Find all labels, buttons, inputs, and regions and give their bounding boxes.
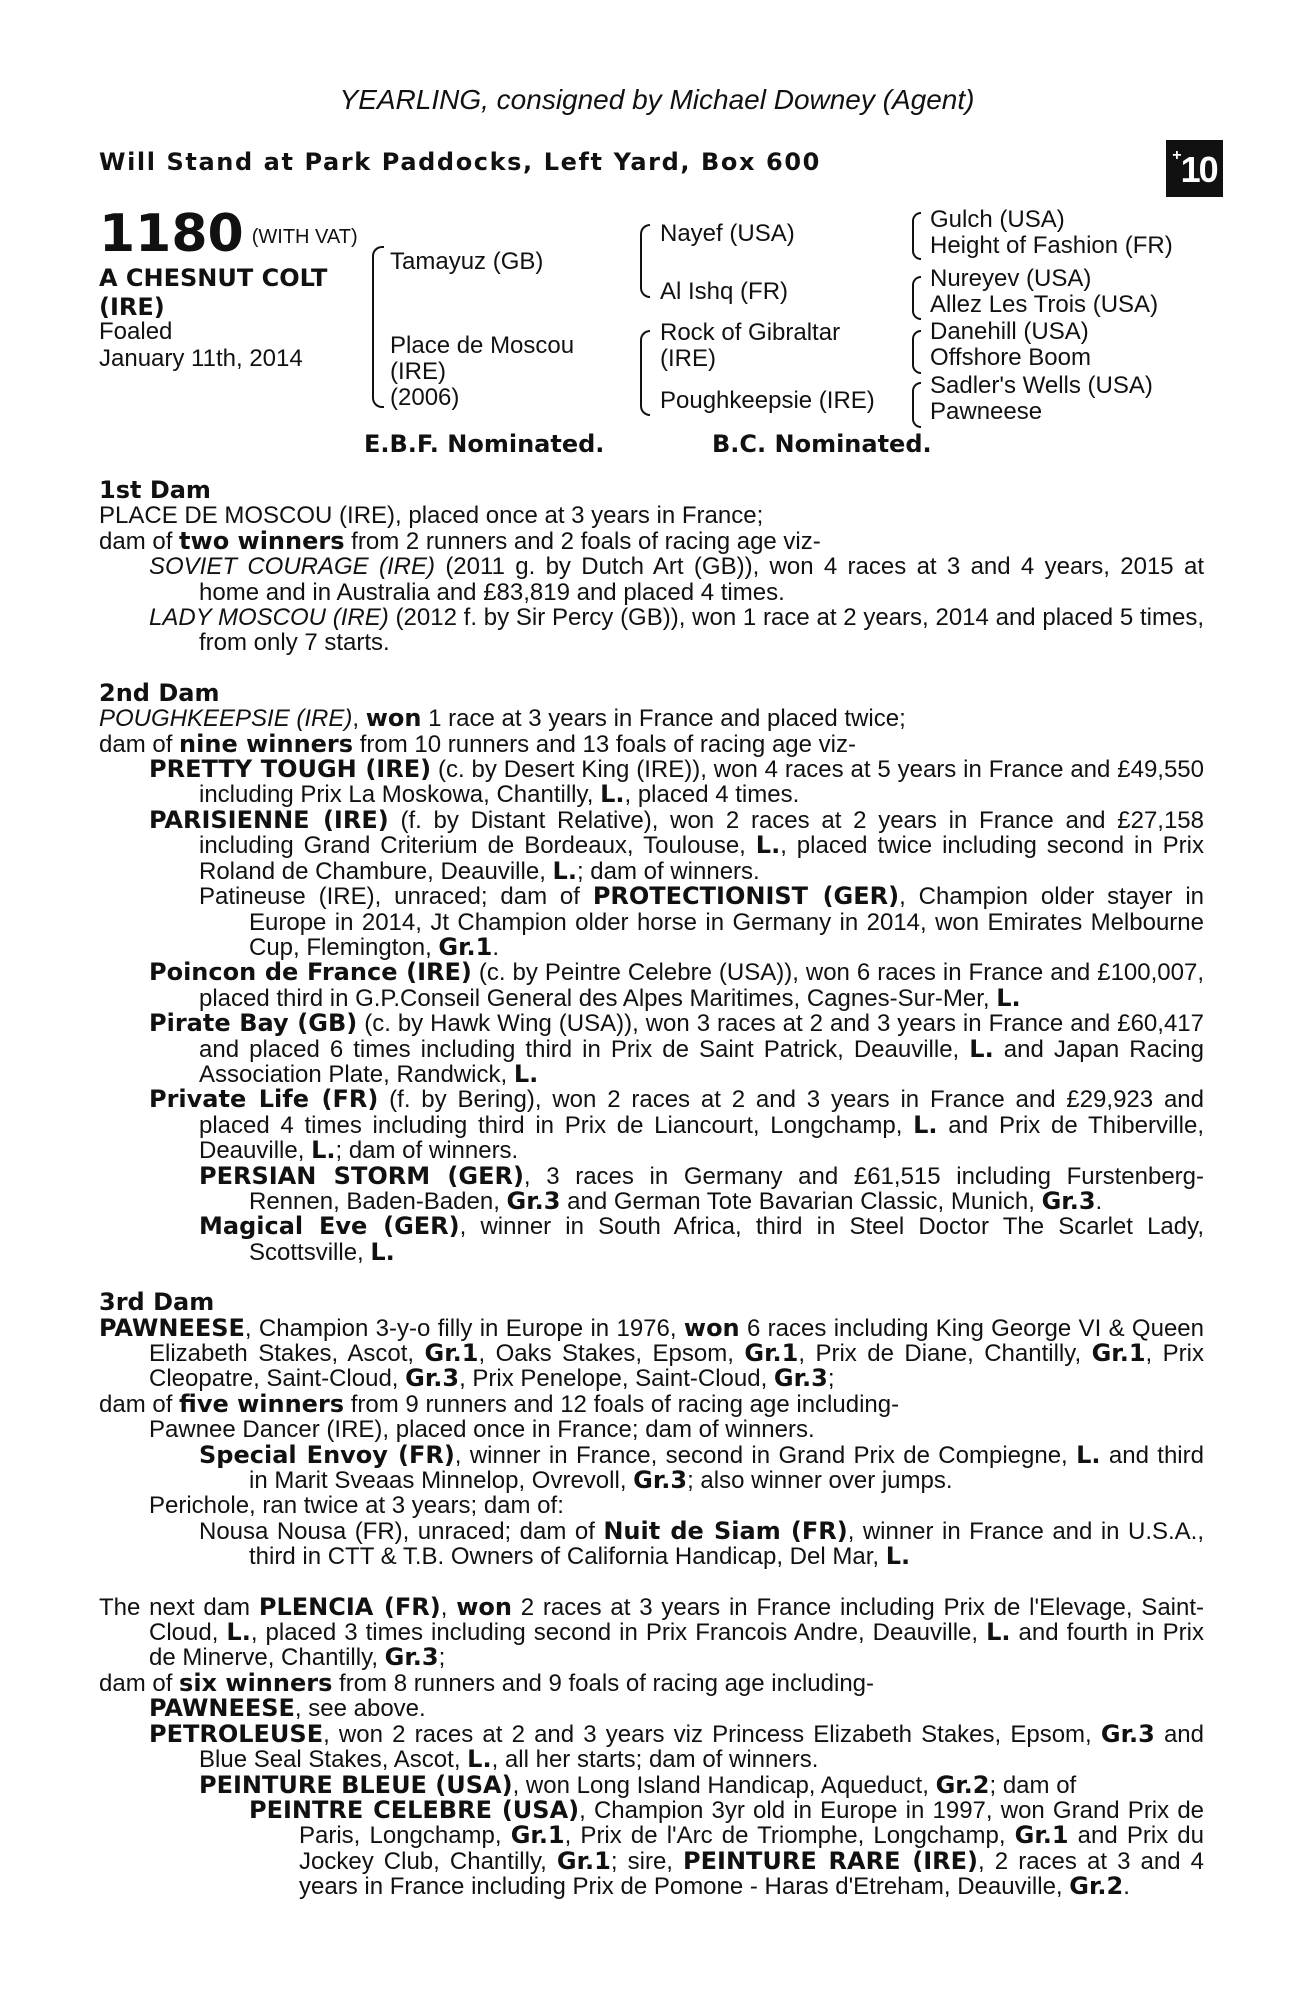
first-dam-heading: 1st Dam (99, 476, 211, 504)
progeny-entry: Nousa Nousa (FR), unraced; dam of Nuit de Siam (FR), winner in France and in U.S.A., third in CTT & T.B. Owners of California Handicap, Del Mar, L. (199, 1516, 1205, 1571)
brace-dd (912, 382, 921, 428)
consignor-line: YEARLING, consigned by Michael Downey (Agent) (339, 84, 975, 115)
progeny-entry: PEINTRE CELEBRE (USA), Champion 3yr old in Europe in 1997, won Grand Prix de Paris, Longchamp, Gr.1, Prix de l'Arc de Triomphe, Longchamp, Gr.1 and Prix du Jockey Club, Chantilly, Gr.1; sire, PEINTURE RARE (IRE), 2 races at 3 and 4 years in France including Prix de Pomone - Haras d'Etreham, Deauville, Gr.2. (249, 1795, 1205, 1901)
vat-note: (WITH VAT) (251, 226, 358, 248)
sire-dam: Al Ishq (FR) (660, 278, 789, 305)
barn-badge (1166, 140, 1223, 197)
progeny-entry: SOVIET COURAGE (IRE) (2011 g. by Dutch Art (GB)), won 4 races at 3 and 4 years, 2015 at home and in Australia and £83,819 and placed 4 times. (149, 553, 1204, 606)
dam: Place de Moscou (IRE) (2006) (390, 332, 575, 411)
badge-plus: + (1172, 147, 1180, 164)
progeny-entry: Pawnee Dancer (IRE), placed once in France; dam of winners. (149, 1416, 815, 1444)
second-dam-produce: dam of nine winners from 10 runners and 13 foals of racing age viz- (99, 729, 856, 758)
first-dam-line: PLACE DE MOSCOU (IRE), placed once at 3 years in France; (99, 502, 764, 530)
dam-dam: Poughkeepsie (IRE) (660, 387, 875, 414)
brace-ds (912, 330, 921, 374)
progeny-entry: PERSIAN STORM (GER), 3 races in Germany and £61,515 including Furstenberg-Rennen, Baden-Baden, Gr.3 and German Tote Bavarian Classic, Munich, Gr.3. (199, 1161, 1205, 1215)
sire: Tamayuz (GB) (390, 248, 544, 275)
progeny-entry: Poincon de France (IRE) (c. by Peintre Celebre (USA)), won 6 races in France and £100,007, placed third in G.P.Conseil General des Alpes Maritimes, Cagnes-Sur-Mer, L. (149, 958, 1205, 1012)
progeny-entry: PEINTURE BLEUE (USA), won Long Island Handicap, Aqueduct, Gr.2; dam of (199, 1770, 1077, 1799)
pedigree-notes (99, 478, 1204, 1900)
progeny-entry: LADY MOSCOU (IRE) (2012 f. by Sir Percy (GB)), won 1 race at 2 years, 2014 and placed 5 times, from only 7 starts. (149, 604, 1205, 657)
progeny-entry: PARISIENNE (IRE) (f. by Distant Relative), won 2 races at 2 years in France and £27,158 including Grand Criterium de Bordeaux, Toulouse, L., placed twice including second in Prix Roland de Chambure, Deauville, L.; dam of winners. (149, 805, 1205, 885)
next-dam-line: The next dam PLENCIA (FR), won 2 races at 3 years in France including Prix de l'Elevage, Saint-Cloud, L., placed 3 times including second in Prix Francois Andre, Deauville, L. and fourth in Prix de Minerve, Chantilly, Gr.3; (99, 1592, 1205, 1672)
sire-sire: Nayef (USA) (660, 220, 795, 247)
progeny-entry: Perichole, ran twice at 3 years; dam of: (149, 1492, 564, 1520)
ds-dam: Offshore Boom (930, 344, 1091, 371)
third-dam-line: PAWNEESE, Champion 3-y-o filly in Europe in 1976, won 6 races including King George VI & Queen Elizabeth Stakes, Ascot, Gr.1, Oaks Stakes, Epsom, Gr.1, Prix de Diane, Chantilly, Gr.1, Prix Cleopatre, Saint-Cloud, Gr.3, Prix Penelope, Saint-Cloud, Gr.3; (99, 1313, 1205, 1393)
progeny-entry: PAWNEESE, see above. (149, 1694, 426, 1723)
progeny-entry: Pirate Bay (GB) (c. by Hawk Wing (USA)), won 3 races at 2 and 3 years in France and £60,417 and placed 6 times including third in Prix de Saint Patrick, Deauville, L. and Japan Racing Association Plate, Randwick, L. (149, 1009, 1204, 1088)
second-dam-line: POUGHKEEPSIE (IRE), won 1 race at 3 years in France and placed twice; (99, 704, 906, 733)
next-dam-produce: dam of six winners from 8 runners and 9 foals of racing age including- (99, 1668, 875, 1697)
progeny-entry: PRETTY TOUGH (IRE) (c. by Desert King (IRE)), won 4 races at 5 years in France and £49,550 including Prix La Moskowa, Chantilly, L., placed 4 times. (149, 755, 1205, 809)
ss-sire: Gulch (USA) (930, 206, 1065, 233)
ss-dam: Height of Fashion (FR) (930, 232, 1173, 259)
ds-sire: Danehill (USA) (930, 318, 1089, 345)
lot-number: 1180 (WITH VAT) (99, 204, 358, 264)
third-dam-heading: 3rd Dam (99, 1288, 215, 1317)
brace-sire (640, 224, 650, 298)
progeny-entry: Magical Eve (GER), winner in South Africa, third in Steel Doctor The Scarlet Lady, Scottsville, L. (199, 1212, 1205, 1266)
progeny-entry: Special Envoy (FR), winner in France, second in Grand Prix de Compiegne, L. and third in Marit Sveaas Minnelop, Ovrevoll, Gr.3; also winner over jumps. (199, 1440, 1204, 1495)
brace-dam (640, 330, 650, 416)
brace-sd (912, 276, 921, 320)
dam-sire: Rock of Gibraltar (IRE) (660, 319, 841, 372)
third-dam-produce: dam of five winners from 9 runners and 12 foals of racing age including- (99, 1389, 900, 1418)
ebf-nominated: E.B.F. Nominated. (364, 430, 605, 458)
progeny-entry: Private Life (FR) (f. by Bering), won 2 races at 2 and 3 years in France and £29,923 and placed 4 times including third in Prix de Liancourt, Longchamp, L. and Prix de Thiberville, Deauville, L.; dam of winners. (149, 1085, 1204, 1165)
brace-gen1 (372, 246, 384, 408)
sd-dam: Allez Les Trois (USA) (930, 291, 1159, 318)
lot-description: A CHESNUT COLT (IRE) (99, 264, 328, 321)
dd-dam: Pawneese (930, 398, 1043, 425)
second-dam-heading: 2nd Dam (99, 678, 220, 707)
badge-number: 10 (1180, 149, 1217, 190)
brace-ss (912, 212, 921, 260)
progeny-entry: Patineuse (IRE), unraced; dam of PROTECTIONIST (GER), Champion older stayer in Europe in 2014, Jt Champion older horse in Germany in 2014, won Emirates Melbourne Cup, Flemington, Gr.1. (199, 882, 1205, 961)
dd-sire: Sadler's Wells (USA) (930, 372, 1153, 399)
first-dam-produce: dam of two winners from 2 runners and 2 foals of racing age viz- (99, 526, 821, 555)
foaled-info: Foaled January 11th, 2014 (99, 318, 303, 372)
sd-sire: Nureyev (USA) (930, 265, 1092, 292)
stabling-line: Will Stand at Park Paddocks, Left Yard, Box 600 (99, 148, 821, 176)
bc-nominated: B.C. Nominated. (712, 430, 932, 458)
progeny-entry: PETROLEUSE, won 2 races at 2 and 3 years viz Princess Elizabeth Stakes, Epsom, Gr.3 and Blue Seal Stakes, Ascot, L., all her starts; dam of winners. (149, 1719, 1205, 1774)
